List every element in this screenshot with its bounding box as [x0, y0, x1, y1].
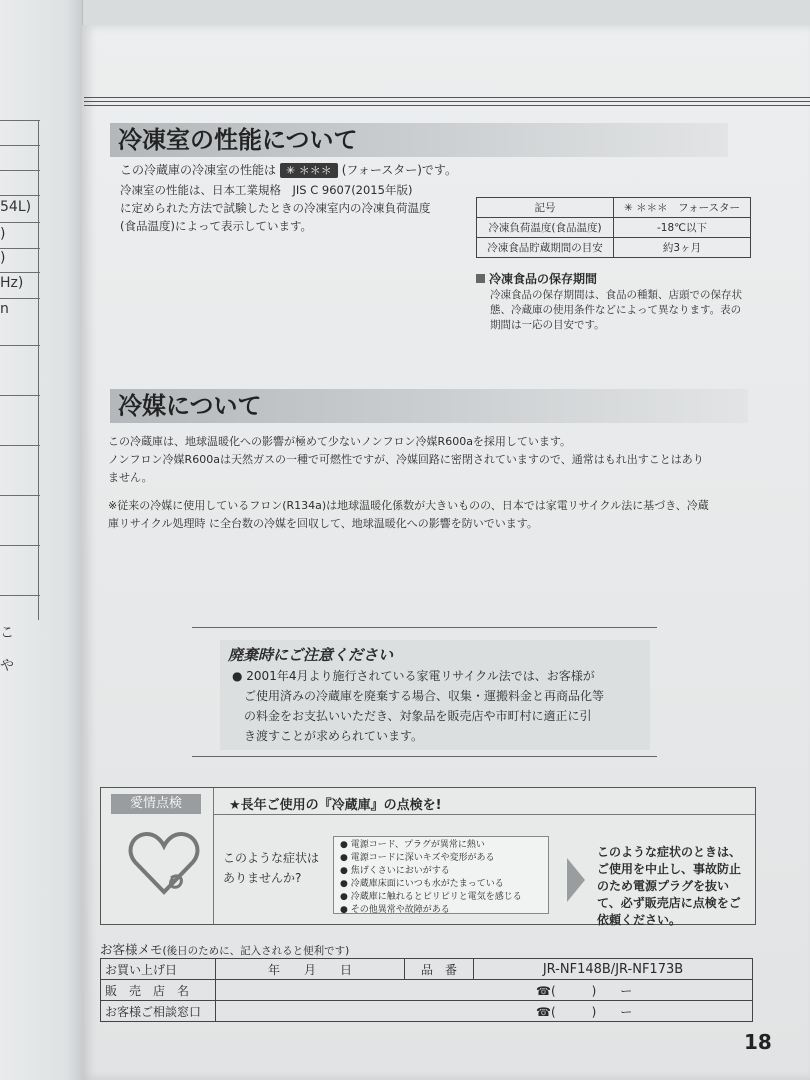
- fragment-text: や: [0, 658, 14, 674]
- storage-text: 冷凍食品の保存期間は、食品の種類、店頭での保存状 態、冷蔵庫の使用条件などによって異なります。表の 期間は一応の目安です。: [490, 289, 742, 331]
- square-bullet-icon: [476, 274, 485, 283]
- list-item: ● 焦げくさいにおいがする: [340, 866, 450, 876]
- table-rule: [0, 298, 40, 299]
- table-rule: [0, 145, 40, 146]
- list-item: ● 冷蔵庫床面にいつも水がたまっている: [340, 879, 504, 889]
- symptom-question: このような症状は ありませんか?: [223, 851, 320, 885]
- list-item: ● 電源コード、プラグが異常に熱い: [340, 840, 485, 850]
- customer-memo-table: [100, 958, 753, 1022]
- inspection-advice: このような症状のときは、 ご使用を中止し、事故防止 のため電源プラグを抜い て、必ず販売店に点検をご 依頼ください。: [597, 845, 742, 927]
- caution-title: 廃棄時にご注意ください: [228, 646, 394, 664]
- storage-heading: 冷凍食品の保存期間: [476, 270, 597, 287]
- table-rule: [0, 595, 40, 596]
- freezer-intro: この冷蔵庫の冷凍室の性能は ✳ ＊＊＊ (フォースター)です。: [120, 163, 457, 177]
- table-rule: [0, 395, 40, 396]
- heart-icon: [127, 828, 201, 898]
- refrigerant-heading: 冷媒について: [110, 389, 748, 423]
- table-rule: [0, 170, 40, 171]
- fragment-text: 54L): [0, 199, 32, 215]
- disposal-caution: [192, 627, 657, 757]
- product-number: JR-NF148B/JR-NF173B: [474, 959, 753, 980]
- fragment-text: こ: [0, 625, 14, 641]
- table-rule: [0, 195, 40, 196]
- table-rule: [0, 445, 40, 446]
- fragment-text: ): [0, 250, 6, 266]
- freezer-heading: 冷凍室の性能について: [110, 123, 728, 157]
- list-item: ● 冷蔵庫に触れるとピリピリと電気を感じる: [340, 892, 522, 902]
- header-rule: [84, 97, 810, 109]
- page-number: 18: [744, 1030, 772, 1054]
- table-rule: [0, 345, 40, 346]
- refrigerant-para2: ※従来の冷媒に使用しているフロン(R134a)は地球温暖化係数が大きいものの、日本では家電リサイクル法に基づき、冷蔵 庫リサイクル処理時 に全台数の冷媒を回収して、地球温暖化への影響を防いでいます。: [108, 499, 709, 530]
- table-rule: [0, 545, 40, 546]
- symptom-list: [333, 836, 549, 914]
- purchase-date-label: お買い上げ日: [101, 959, 216, 980]
- table-rule: [0, 120, 40, 121]
- dealer-tel-field[interactable]: ☎( ) ー: [216, 980, 753, 1001]
- previous-page-edge: [0, 0, 83, 1080]
- refrigerant-para1: この冷蔵庫は、地球温暖化への影響が極めて少ないノンフロン冷媒R600aを採用しています。 ノンフロン冷媒R600aは天然ガスの一種で可燃性ですが、冷媒回路に密閉されていますので、通常はもれ出すことはあり ません。: [108, 435, 704, 484]
- caution-text: ● 2001年4月より施行されている家電リサイクル法では、お客様が ご使用済みの冷蔵庫を廃棄する場合、収集・運搬料金と再商品化等 の料金をお支払いいただき、対象品を販売店や市町村に適正に引 き渡すことが求められています。: [232, 669, 605, 743]
- manual-page: [82, 25, 810, 1080]
- table-rule: [0, 495, 40, 496]
- memo-title: お客様メモ(後日のために、記入されると便利です): [100, 942, 350, 957]
- dealer-label: 販 売 店 名: [101, 980, 216, 1001]
- fragment-text: Hz): [0, 275, 24, 291]
- inspection-title: ★長年ご使用の『冷蔵庫』の点検を!: [229, 798, 442, 813]
- table-rule: [0, 272, 40, 273]
- arrow-right-icon: [567, 858, 585, 902]
- fragment-text: n: [0, 301, 9, 317]
- purchase-date-field[interactable]: 年 月 日: [216, 959, 405, 980]
- product-label: 品 番: [405, 959, 474, 980]
- freezer-body: 冷凍室の性能は、日本工業規格 JIS C 9607(2015年版) に定められた方法で試験したときの冷凍室内の冷凍負荷温度 (食品温度)によって表示しています。: [120, 183, 431, 233]
- freezer-spec-table: 記号 ✳ ＊＊＊ フォースター 冷凍負荷温度(食品温度) -18℃以下 冷凍食品貯蔵期間の目安 約3ヶ月: [476, 197, 751, 258]
- table-rule: [0, 248, 40, 249]
- table-rule: [0, 222, 40, 223]
- inspection-box: [100, 787, 756, 925]
- fragment-text: ): [0, 226, 6, 242]
- inspection-label: 愛情点検: [111, 794, 201, 814]
- support-label: お客様ご相談窓口: [101, 1001, 216, 1022]
- list-item: ● 電源コードに深いキズや変形がある: [340, 853, 495, 863]
- four-star-badge: ✳ ＊＊＊: [280, 163, 338, 178]
- list-item: ● その他異常や故障がある: [340, 905, 450, 915]
- support-tel-field[interactable]: ☎( ) ー: [216, 1001, 753, 1022]
